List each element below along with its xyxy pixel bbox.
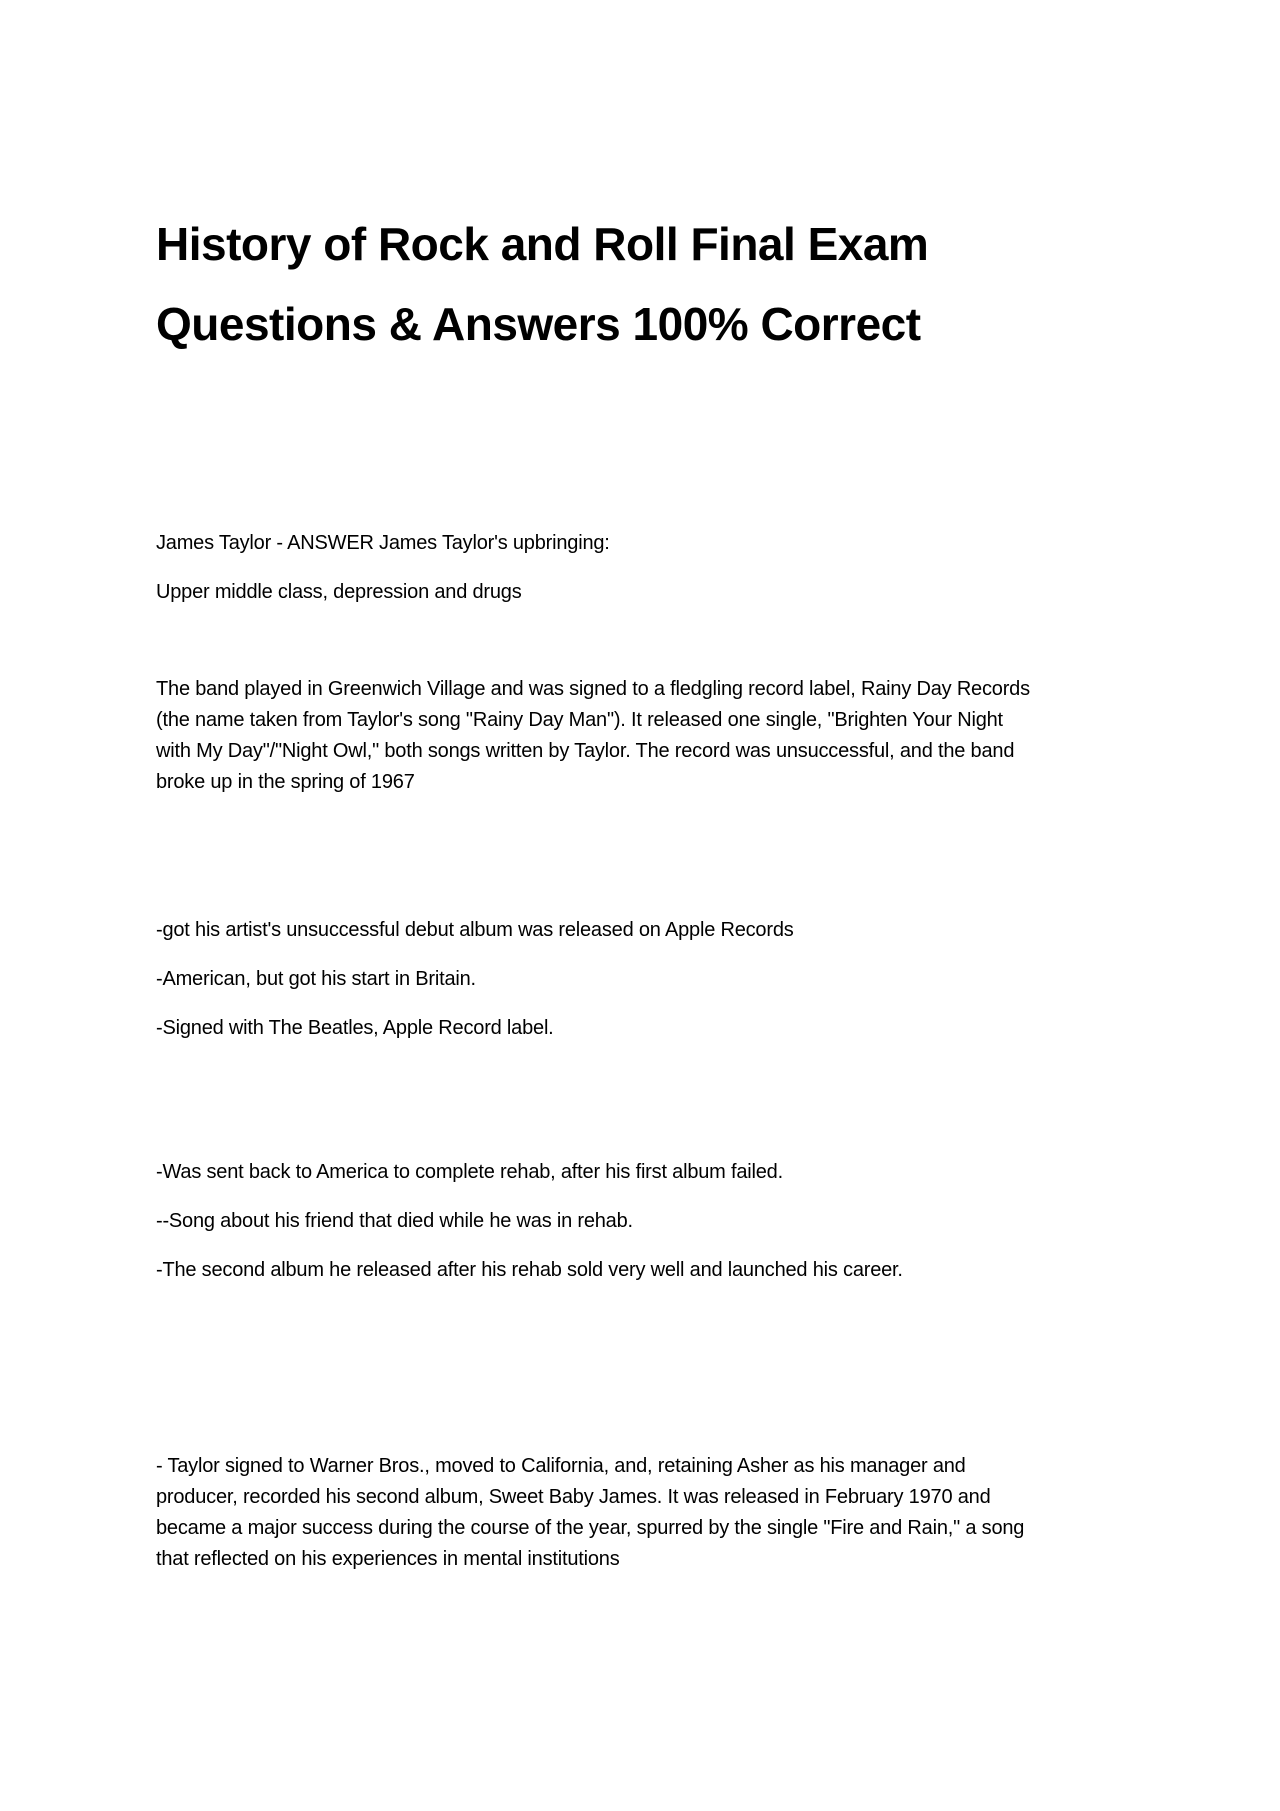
paragraph-line: (the name taken from Taylor's song "Rainy Day Man"). It released one single, "Brighten Your Night [156, 709, 1003, 731]
apple-point: -American, but got his start in Britain. [156, 968, 476, 990]
paragraph-line: with My Day"/"Night Owl," both songs written by Taylor. The record was unsuccessful, and the band [156, 740, 1015, 762]
rehab-point: -Was sent back to America to complete rehab, after his first album failed. [156, 1161, 783, 1183]
paragraph-line: broke up in the spring of 1967 [156, 771, 415, 793]
band-paragraph [156, 674, 1030, 798]
paragraph-line: producer, recorded his second album, Sweet Baby James. It was released in February 1970 and [156, 1486, 991, 1508]
rehab-point: -The second album he released after his rehab sold very well and launched his career. [156, 1259, 903, 1281]
apple-point: -Signed with The Beatles, Apple Record label. [156, 1017, 554, 1039]
paragraph-line: that reflected on his experiences in mental institutions [156, 1548, 620, 1570]
title-line: History of Rock and Roll Final Exam [156, 218, 929, 270]
title-line: Questions & Answers 100% Correct [156, 298, 921, 350]
document-title [156, 204, 928, 364]
rehab-point: --Song about his friend that died while he was in rehab. [156, 1210, 633, 1232]
question-line: James Taylor - ANSWER James Taylor's upbringing: [156, 532, 610, 554]
answer-upbringing: Upper middle class, depression and drugs [156, 581, 522, 603]
paragraph-line: became a major success during the course of the year, spurred by the single "Fire and Rain," a song [156, 1517, 1025, 1539]
paragraph-line: The band played in Greenwich Village and was signed to a fledgling record label, Rainy Day Records [156, 678, 1030, 700]
paragraph-line: - Taylor signed to Warner Bros., moved to California, and, retaining Asher as his manager and [156, 1455, 966, 1477]
apple-point: -got his artist's unsuccessful debut album was released on Apple Records [156, 919, 794, 941]
warner-paragraph [156, 1451, 1024, 1575]
